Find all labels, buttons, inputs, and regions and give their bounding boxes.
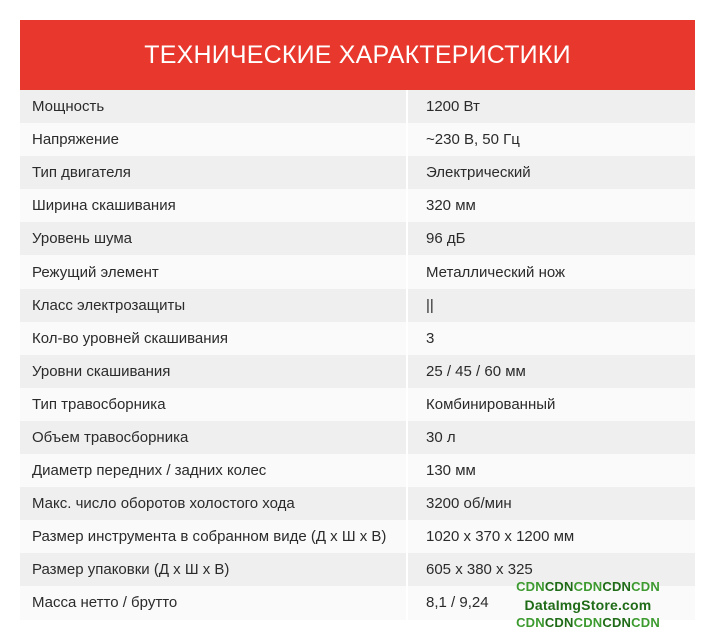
spec-row [20,322,695,355]
spec-row [20,156,695,189]
spec-value: 1020 х 370 х 1200 мм [408,520,695,553]
watermark-text: CDN [516,579,545,594]
spec-row [20,289,695,322]
watermark-text: CDN [602,579,632,594]
spec-row [20,520,695,553]
watermark-text: CDN [516,615,545,630]
spec-value: ~230 В, 50 Гц [408,123,695,156]
spec-row [20,222,695,255]
specs-table [20,90,695,620]
watermark-text: CDN [602,615,632,630]
spec-label: Ширина скашивания [20,189,406,222]
spec-value: 130 мм [408,454,695,487]
specs-header [20,20,695,90]
spec-value: 320 мм [408,189,695,222]
spec-label: Уровни скашивания [20,355,406,388]
watermark-text: CDN [631,579,660,594]
spec-label: Размер упаковки (Д х Ш х В) [20,553,406,586]
spec-value: Комбинированный [408,388,695,421]
spec-value: 25 / 45 / 60 мм [408,355,695,388]
spec-label: Диаметр передних / задних колес [20,454,406,487]
spec-label: Уровень шума [20,222,406,255]
spec-label: Объем травосборника [20,421,406,454]
spec-row [20,90,695,123]
spec-label: Масса нетто / брутто [20,586,406,619]
watermark-text: CDN [573,579,603,594]
watermark-text: CDN [544,615,574,630]
watermark-text: CDN [544,579,574,594]
watermark-site: DataImgStore.com [524,597,652,613]
spec-label: Тип двигателя [20,156,406,189]
spec-label: Кол-во уровней скашивания [20,322,406,355]
watermark-top-line [508,578,668,596]
watermark-text: CDN [573,615,603,630]
watermark [508,578,668,632]
spec-label: Класс электрозащиты [20,289,406,322]
spec-row [20,487,695,520]
spec-value: || [408,289,695,322]
spec-label: Тип травосборника [20,388,406,421]
spec-label: Режущий элемент [20,255,406,288]
spec-row [20,388,695,421]
spec-row [20,421,695,454]
spec-value: 96 дБ [408,222,695,255]
spec-label: Мощность [20,90,406,123]
spec-value: 30 л [408,421,695,454]
spec-row [20,123,695,156]
spec-label: Размер инструмента в собранном виде (Д х Ш х В) [20,520,406,553]
spec-value: 3200 об/мин [408,487,695,520]
spec-label: Напряжение [20,123,406,156]
watermark-text: CDN [631,615,660,630]
spec-row [20,454,695,487]
spec-row [20,189,695,222]
spec-value: 3 [408,322,695,355]
spec-value: 1200 Вт [408,90,695,123]
spec-value: Электрический [408,156,695,189]
spec-row [20,255,695,288]
specs-title: ТЕХНИЧЕСКИЕ ХАРАКТЕРИСТИКИ [144,40,571,69]
spec-value: 605 х 380 х 325 [408,553,695,586]
spec-row [20,355,695,388]
spec-value: Металлический нож [408,255,695,288]
watermark-bottom-line [508,614,668,632]
spec-value: 8,1 / 9,24 [408,586,695,619]
spec-label: Макс. число оборотов холостого хода [20,487,406,520]
